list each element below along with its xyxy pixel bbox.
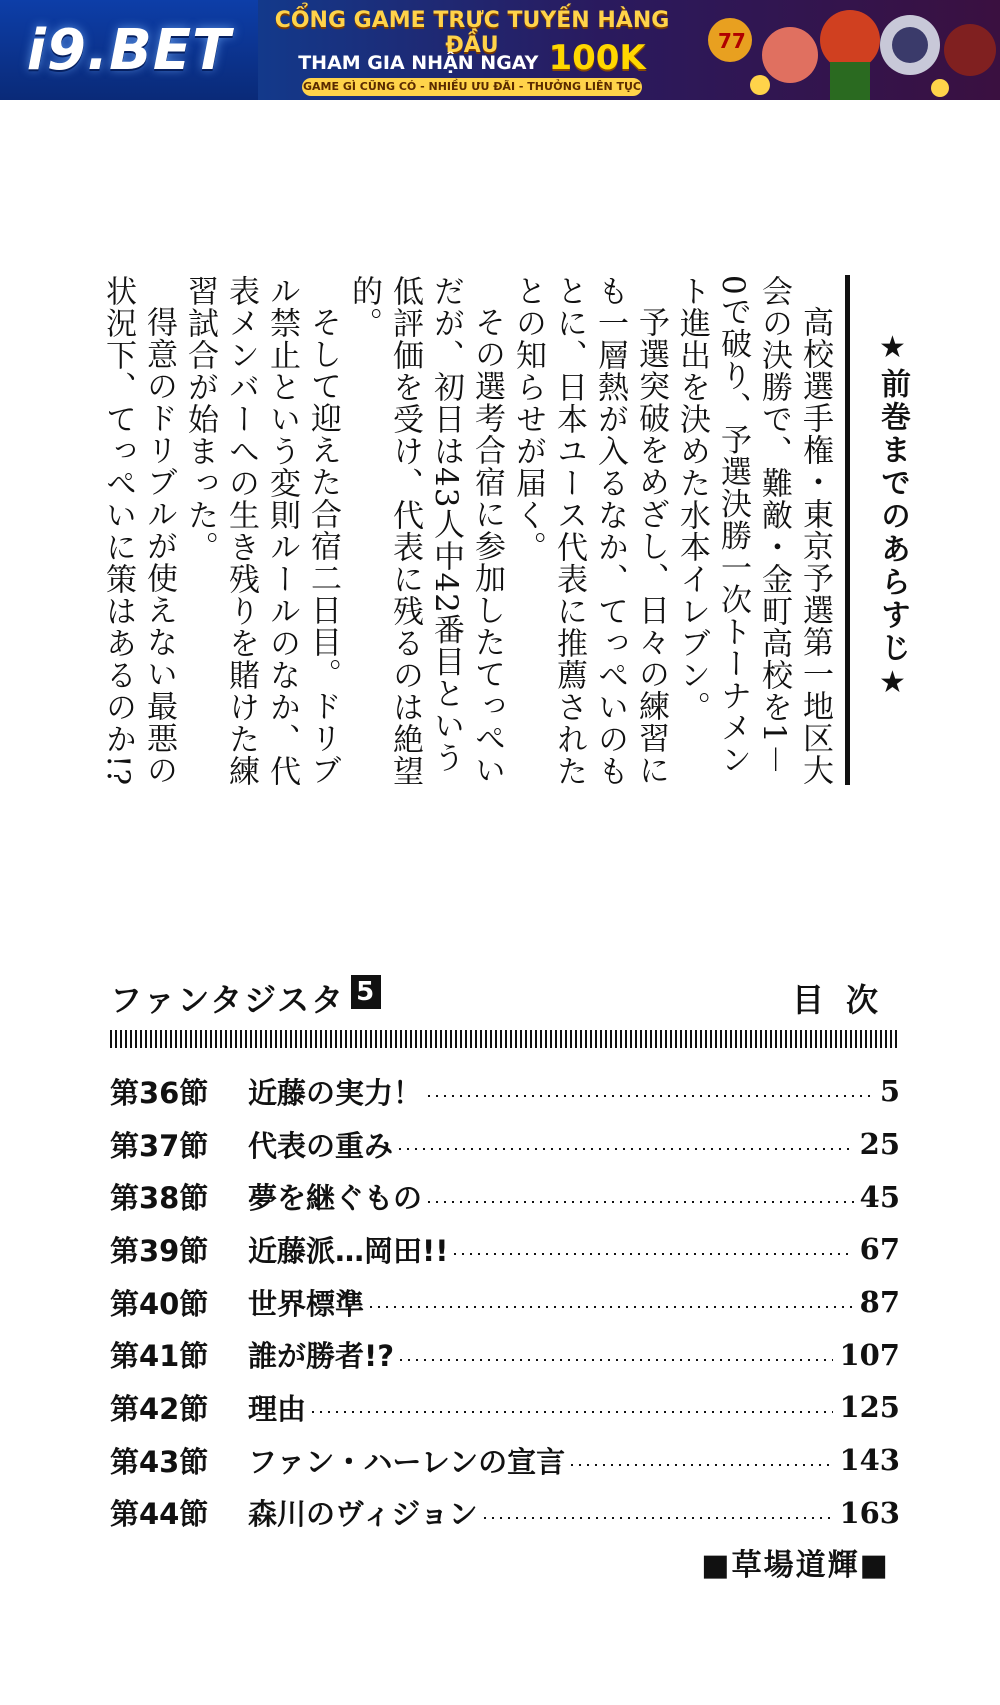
toc-chapter: 第41節 xyxy=(110,1339,209,1374)
toc-entry[interactable] xyxy=(110,1381,900,1434)
synopsis-divider xyxy=(845,275,850,785)
toc-leader-dots xyxy=(370,1306,854,1308)
promo-tagline: GAME GÌ CŨNG CÓ - NHIỀU ƯU ĐÃI - THƯỞNG LIÊN TỤC xyxy=(302,78,642,96)
toc-entry[interactable] xyxy=(110,1328,900,1381)
toc-entry[interactable] xyxy=(110,1276,900,1329)
series-title xyxy=(110,975,381,1021)
toc-chapter: 第39節 xyxy=(110,1233,209,1268)
toc-page: 163 xyxy=(839,1495,900,1530)
toc-list xyxy=(110,1065,900,1539)
toc-page: 45 xyxy=(859,1179,900,1214)
toc-leader-dots xyxy=(428,1095,874,1097)
toc-entry[interactable] xyxy=(110,1434,900,1487)
toc-chapter: 第43節 xyxy=(110,1444,209,1479)
toc-chapter: 第44節 xyxy=(110,1497,209,1532)
toc-leader-dots xyxy=(454,1253,853,1255)
contents-label: 目次 xyxy=(791,981,900,1019)
toc-title: 近藤の実力！ xyxy=(248,1075,423,1110)
toc-chapter: 第36節 xyxy=(110,1075,209,1110)
toc-leader-dots xyxy=(484,1517,834,1519)
toc-header xyxy=(110,975,900,1020)
toc-title: 森川のヴィジョン xyxy=(248,1497,478,1532)
promo-offer-label: THAM GIA NHẬN NGAY xyxy=(298,52,539,74)
promo-text xyxy=(262,0,682,100)
promo-offer-amount: 100K xyxy=(548,38,646,78)
brand-logo[interactable] xyxy=(0,0,258,100)
toc-page: 67 xyxy=(859,1232,900,1267)
toc-chapter: 第42節 xyxy=(110,1391,209,1426)
toc-leader-dots xyxy=(428,1201,854,1203)
synopsis-paragraph: その選考合宿に参加したてっぺいだが、初日は43人中42番目という低評価を受け、代表に残るのは絶望的。 xyxy=(346,275,505,787)
synopsis-paragraph: そして迎えた合宿二日目。ドリブル禁止という変則ルールのなか、代表メンバーへの生き残りを賭けた練習試合が始まった。 xyxy=(182,275,341,787)
toc-leader-dots xyxy=(571,1464,833,1466)
toc-title: 代表の重み xyxy=(248,1128,394,1163)
toc-page: 125 xyxy=(839,1390,900,1425)
synopsis-paragraph: 高校選手権・東京予選第一地区大会の決勝で、難敵・金町高校を1－0で破り、予選決勝一次トーナメント進出を決めた水本イレブン。 xyxy=(674,275,833,786)
toc-leader-dots xyxy=(400,1359,833,1361)
toc-page: 107 xyxy=(839,1337,900,1372)
toc-chapter: 第40節 xyxy=(110,1286,209,1321)
toc-page: 5 xyxy=(879,1074,900,1109)
author-credit: ■草場道輝■ xyxy=(701,1548,890,1583)
promo-offer xyxy=(262,38,682,78)
toc-entry[interactable] xyxy=(110,1065,900,1118)
toc-page: 25 xyxy=(859,1127,900,1162)
toc-title: ファン・ハーレンの宣言 xyxy=(248,1444,566,1479)
toc-title: 誰が勝者!? xyxy=(248,1339,395,1374)
toc-entry[interactable] xyxy=(110,1170,900,1223)
toc-chapter: 第38節 xyxy=(110,1181,209,1216)
toc-page: 87 xyxy=(859,1285,900,1320)
toc-entry[interactable] xyxy=(110,1118,900,1171)
promo-headline: CỔNG GAME TRỰC TUYẾN HÀNG ĐẦU xyxy=(274,8,670,58)
ad-banner[interactable] xyxy=(0,0,1000,100)
svg-text:77: 77 xyxy=(718,29,746,53)
series-title-text: ファンタジスタ xyxy=(110,981,346,1019)
toc-chapter: 第37節 xyxy=(110,1128,209,1163)
decorative-tick-rule xyxy=(110,1030,900,1048)
toc-page: 143 xyxy=(839,1443,900,1478)
synopsis-title: ★前巻までのあらすじ★ xyxy=(875,330,910,703)
toc-title: 近藤派…岡田!! xyxy=(248,1233,449,1268)
toc-leader-dots xyxy=(399,1148,854,1150)
volume-badge: 5 xyxy=(351,975,381,1009)
toc-title: 世界標準 xyxy=(248,1286,365,1321)
toc-title: 理由 xyxy=(248,1391,307,1426)
brand-logo-text: i9.BET xyxy=(26,17,232,83)
toc-entry[interactable] xyxy=(110,1487,900,1540)
synopsis-body xyxy=(100,275,835,795)
toc-title: 夢を継ぐもの xyxy=(248,1181,423,1216)
toc-leader-dots xyxy=(312,1411,833,1413)
toc-entry[interactable] xyxy=(110,1223,900,1276)
slot-characters-art xyxy=(690,0,1000,100)
synopsis-paragraph: 得意のドリブルが使えない最悪の状況下、てっぺいに策はあるのか!? xyxy=(100,275,177,787)
synopsis-paragraph: 予選突破をめざし、日々の練習にも一層熱が入るなか、てっぺいのもとに、日本ユース代表に推薦されたとの知らせが届く。 xyxy=(510,275,669,787)
